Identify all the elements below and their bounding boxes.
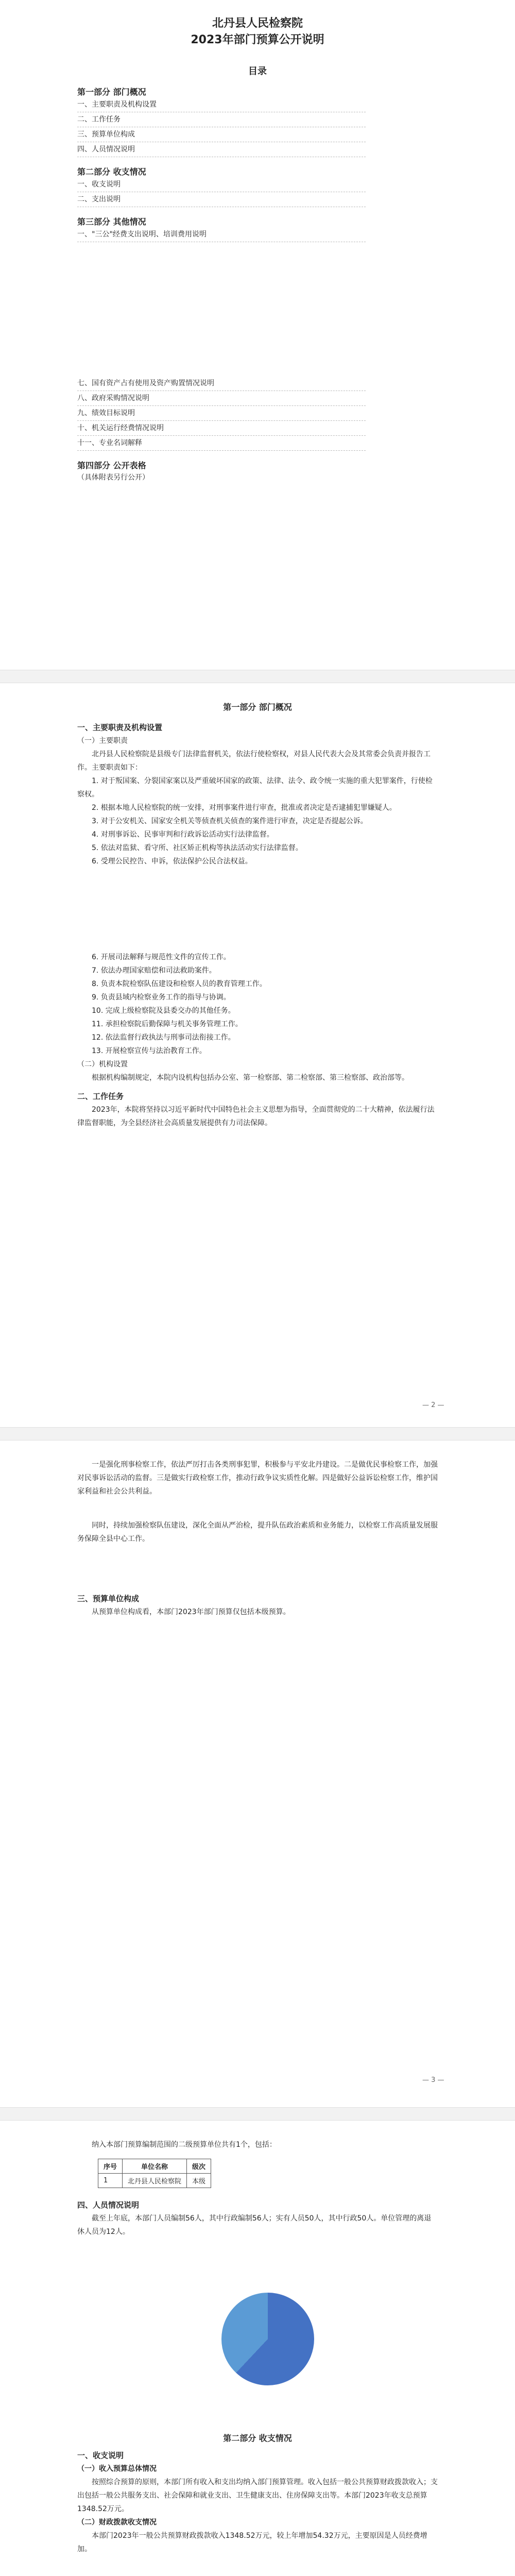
paragraph: 2023年，本院将坚持以习近平新时代中国特色社会主义思想为指导，全面贯彻党的二十大精神，依法履行法律监督职能，为全县经济社会高质量发展提供有力司法保障。 [77,1106,435,1127]
paragraph: 本部门2023年一般公共预算财政拨款收入1348.52万元，较上年增加54.32万元，主要原因是人员经费增加。 [77,2532,427,2553]
section-heading: 二、工作任务 [77,1092,124,1101]
toc-item: 九、绩效目标说明 [77,406,366,421]
table-header-row [98,2159,211,2174]
toc-item: 一、"三公"经费支出说明、培训费用说明 [77,227,366,242]
table-cell: 1 [98,2174,123,2188]
page-number: — 3 — [422,2076,444,2084]
toc-part-4: 第四部分 公开表格 [77,461,146,470]
table-row [98,2174,211,2188]
paragraph: 截至上年底，本部门人员编制56人，其中行政编制56人；实有人员50人，其中行政50人。单位管理的离退休人员为12人。 [77,2214,432,2236]
table-cell: 本级 [187,2174,211,2188]
toc-part-2: 第二部分 收支情况 [77,167,146,177]
page-separator [0,670,515,683]
section-heading: 一、主要职责及机构设置 [77,723,163,732]
duty-item: 6. 开展司法解释与规范性文件的宣传工作。 [92,953,231,961]
section-2-title: 第二部分 收支情况 [223,2433,292,2443]
duty-item: 11. 承担检察院后勤保障与机关事务管理工作。 [92,1020,243,1028]
duty-item: 5. 依法对监狱、看守所、社区矫正机构等执法活动实行法律监督。 [92,844,303,852]
section-heading: 四、人员情况说明 [77,2200,140,2210]
paragraph: 按照综合预算的原则，本部门所有收入和支出均纳入部门预算管理。收入包括一般公共预算财政拨款收入；支出包括一般公共服务支出、社会保障和就业支出、卫生健康支出、住房保障支出等。本部门2023年收支总预算1348.52万元。 [77,2478,438,2513]
table-header-cell: 序号 [98,2159,123,2174]
toc-note: （具体附表另行公开） [77,473,149,482]
toc-item: 十、机关运行经费情况说明 [77,421,366,436]
duty-item: 4. 对刑事诉讼、民事审判和行政诉讼活动实行法律监督。 [92,831,274,839]
duty-item: 8. 负责本院检察队伍建设和检察人员的教育管理工作。 [92,980,267,988]
duty-item: 6. 受理公民控告、申诉，依法保护公民合法权益。 [92,857,252,866]
paragraph: 纳入本部门预算编制范围的二级预算单位共有1个，包括： [92,2141,277,2149]
toc-item: 八、政府采购情况说明 [77,391,366,406]
duty-item: 3. 对于公安机关、国家安全机关等侦查机关侦查的案件进行审查，决定是否提起公诉。 [92,817,368,825]
page-separator [0,2107,515,2121]
section-heading: 一、收支说明 [77,2451,124,2460]
unit-table [98,2159,211,2188]
table-header-cell: 级次 [187,2159,211,2174]
document-title: 2023年部门预算公开说明 [191,33,324,46]
section-1-page [0,701,515,1130]
sub-heading: （二）财政拨款收支情况 [77,2518,157,2527]
sub-heading: （一）主要职责 [77,737,128,745]
paragraph: 北丹县人民检察院是县级专门法律监督机关，依法行使检察权，对县人民代表大会及其常委会负责并报告工作。主要职责如下： [77,750,431,772]
sub-heading: （二）机构设置 [77,1060,128,1069]
toc-heading: 目录 [248,66,267,77]
toc-item: 三、预算单位构成 [77,127,366,142]
page-separator [0,1427,515,1440]
duty-item: 7. 依法办理国家赔偿和司法救助案件。 [92,967,216,975]
duty-item: 12. 依法监督行政执法与刑事司法衔接工作。 [92,1033,235,1042]
page-number: — 2 — [422,1401,444,1409]
toc-item: 七、国有资产占有使用及资产购置情况说明 [77,376,366,391]
duty-item: 10. 完成上级检察院及县委交办的其他任务。 [92,1007,235,1015]
section-2-page [0,2432,515,2556]
toc-item: 四、人员情况说明 [77,142,366,157]
toc-item: 十一、专业名词解释 [77,436,366,451]
section-1-continued [0,1458,515,1619]
section-1-title: 第一部分 部门概况 [223,702,292,712]
staff-pie-chart [221,2293,314,2385]
toc-item: 二、支出说明 [77,192,366,207]
paragraph: 根据机构编制规定，本院内设机构包括办公室、第一检察部、第二检察部、第三检察部、政治部等。 [92,1074,409,1082]
document-org-title: 北丹县人民检察院 [212,17,303,30]
toc-item: 一、收支说明 [77,177,366,192]
sub-heading: （一）收入预算总体情况 [77,2465,157,2473]
toc-part-1: 第一部分 部门概况 [77,87,146,97]
paragraph: 同时，持续加强检察队伍建设，深化全面从严治检，提升队伍政治素质和业务能力，以检察工作高质量发展服务保障全县中心工作。 [77,1521,438,1543]
duty-item: 9. 负责县域内检察业务工作的指导与协调。 [92,993,231,1002]
toc-item: 一、主要职责及机构设置 [77,97,366,112]
toc-part-3: 第三部分 其他情况 [77,217,146,227]
table-cell: 北丹县人民检察院 [123,2174,187,2188]
toc-item: 二、工作任务 [77,112,366,127]
section-heading: 三、预算单位构成 [77,1594,140,1603]
paragraph: 一是强化刑事检察工作，依法严厉打击各类刑事犯罪，积极参与平安北丹建设。二是做优民事检察工作，加强对民事诉讼活动的监督。三是做实行政检察工作，推动行政争议实质性化解。四是做好公益诉讼检察工作，维护国家利益和社会公共利益。 [77,1461,438,1496]
paragraph: 从预算单位构成看，本部门2023年部门预算仅包括本级预算。 [92,1608,290,1616]
duty-item: 2. 根据本地人民检察院的统一安排，对刑事案件进行审查，批准或者决定是否逮捕犯罪嫌疑人。 [92,804,397,812]
table-header-cell: 单位名称 [123,2159,187,2174]
duty-item: 13. 开展检察宣传与法治教育工作。 [92,1047,207,1055]
cover-page [0,15,515,484]
section-1-table-page [0,2138,515,2239]
duty-item: 1. 对于叛国案、分裂国家案以及严重破坏国家的政策、法律、法令、政令统一实施的重大犯罪案件，行使检察权。 [77,777,433,799]
